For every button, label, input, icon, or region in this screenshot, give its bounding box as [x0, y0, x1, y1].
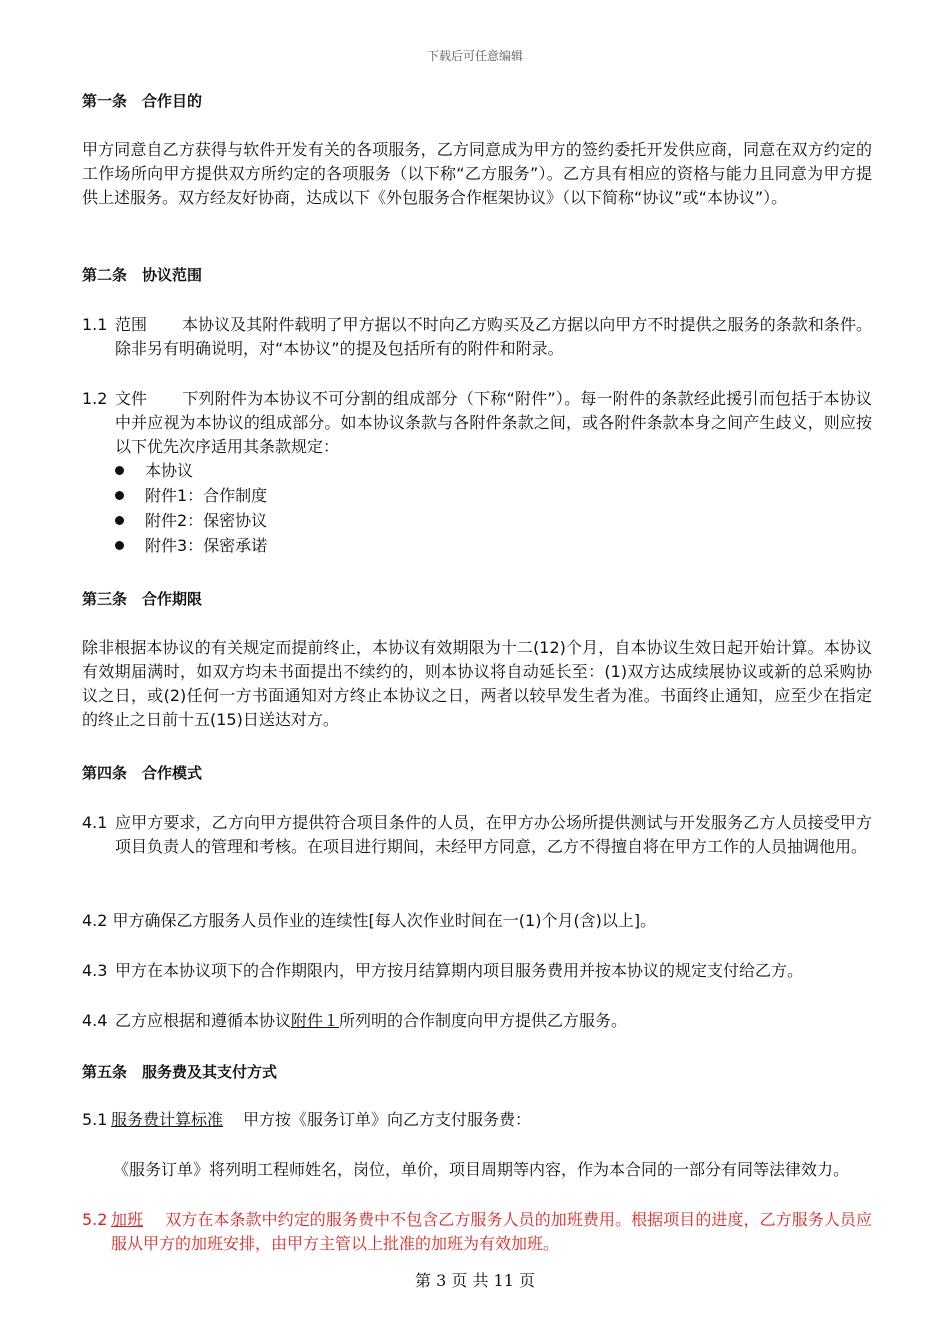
bullet-icon [115, 491, 124, 500]
list-item: 附件2：保密协议 [115, 509, 872, 534]
clause-1-1 [82, 313, 872, 361]
clause-text: 乙方应根据和遵循本协议 [115, 1011, 292, 1030]
bullet-icon [115, 466, 124, 475]
clause-number: 4.4 [82, 1011, 108, 1030]
clause-1-2 [82, 387, 872, 559]
clause-4-1 [82, 811, 872, 859]
clause-number: 4.3 [82, 961, 108, 980]
clause-4-3 [82, 959, 872, 983]
clause-label: 加班 [111, 1210, 144, 1229]
clause-number: 1.1 [82, 315, 108, 334]
clause-label: 文件 [115, 389, 148, 408]
clause-number: 5.2 [82, 1210, 108, 1229]
article-3-title: 第三条 合作期限 [82, 590, 203, 608]
attachment-list [115, 459, 872, 559]
service-order-note: 《服务订单》将列明工程师姓名，岗位，单价，项目周期等内容，作为本合同的一部分有同等法律效力。 [113, 1160, 850, 1179]
clause-text: 甲方在本协议项下的合作期限内，甲方按月结算期内项目服务费用并按本协议的规定支付给乙方。 [115, 961, 804, 980]
clause-4-4 [82, 1009, 872, 1033]
clause-text: 应甲方要求，乙方向甲方提供符合项目条件的人员，在甲方办公场所提供测试与开发服务乙方人员接受甲方项目负责人的管理和考核。在项目进行期间，未经甲方同意，乙方不得擅自将在甲方工作的人员抽调他用。 [115, 813, 872, 856]
list-item: 本协议 [115, 459, 872, 484]
clause-text: 甲方按《服务订单》向乙方支付服务费： [243, 1110, 532, 1129]
list-item: 附件3：保密承诺 [115, 534, 872, 559]
article-5-title: 第五条 服务费及其支付方式 [82, 1063, 278, 1081]
bullet-icon [115, 541, 124, 550]
clause-label: 范围 [115, 315, 148, 334]
clause-5-2 [82, 1208, 872, 1256]
clause-number: 4.1 [82, 813, 108, 832]
clause-number: 1.2 [82, 389, 108, 408]
page-number: 第 3 页 共 11 页 [415, 1271, 535, 1290]
clause-label: 服务费计算标准 [111, 1110, 224, 1129]
article-1-title: 第一条 合作目的 [82, 92, 203, 110]
clause-number: 5.1 [82, 1110, 108, 1129]
list-item: 附件1：合作制度 [115, 484, 872, 509]
clause-5-1 [82, 1108, 872, 1132]
article-3-text: 除非根据本协议的有关规定而提前终止，本协议有效期限为十二(12)个月，自本协议生效日起开始计算。本协议有效期届满时，如双方均未书面提出不续约的，则本协议将自动延长至：(1)双方达成续展协议或新的总采购协议之日，或(2)任何一方书面通知对方终止本协议之日，两者以较早发生者为准。书面终止通知，应至少在指定的终止之日前十五(15)日送达对方。 [82, 638, 872, 729]
attachment-1-link[interactable]: 附件１ [291, 1011, 340, 1030]
article-2-title: 第二条 协议范围 [82, 266, 203, 284]
clause-text: 双方在本条款中约定的服务费中不包含乙方服务人员的加班费用。根据项目的进度，乙方服务人员应服从甲方的加班安排，由甲方主管以上批准的加班为有效加班。 [111, 1210, 872, 1253]
clause-4-2: 4.2 甲方确保乙方服务人员作业的连续性[每人次作业时间在一(1)个月(含)以上]。 [82, 911, 657, 930]
bullet-icon [115, 516, 124, 525]
clause-text: 本协议及其附件载明了甲方据以不时向乙方购买及乙方据以向甲方不时提供之服务的条款和条件。除非另有明确说明，对“本协议”的提及包括所有的附件和附录。 [115, 315, 872, 358]
article-1-text: 甲方同意自乙方获得与软件开发有关的各项服务，乙方同意成为甲方的签约委托开发供应商，同意在双方约定的工作场所向甲方提供双方所约定的各项服务（以下称“乙方服务”）。乙方具有相应的资格与能力且同意为甲方提供上述服务。双方经友好协商，达成以下《外包服务合作框架协议》（以下简称“协议”或“本协议”）。 [82, 140, 872, 207]
article-4-title: 第四条 合作模式 [82, 764, 203, 782]
clause-text-tail: 所列明的合作制度向甲方提供乙方服务。 [339, 1011, 628, 1030]
clause-text: 下列附件为本协议不可分割的组成部分（下称“附件”）。每一附件的条款经此援引而包括于本协议中并应视为本协议的组成部分。如本协议条款与各附件条款之间，或各附件条款本身之间产生歧义，则应按以下优先次序适用其条款规定： [115, 389, 872, 456]
page-header: 下载后可任意编辑 [426, 49, 523, 63]
